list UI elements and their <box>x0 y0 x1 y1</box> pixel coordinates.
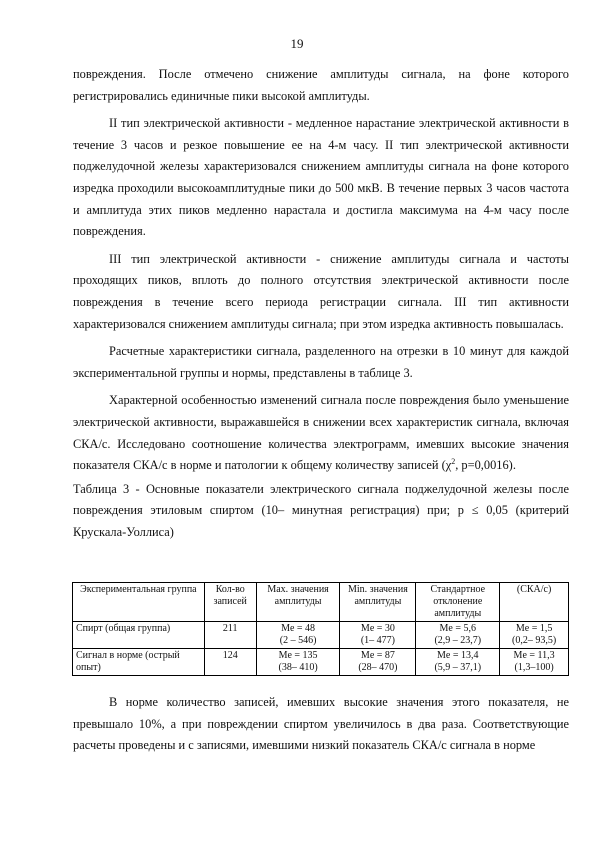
paragraph-2: II тип электрической активности - медленное нарастание электрической активности в течение 3 часов и резкое повышение ее на 4-м часу. II тип электрической активности поджелудочной железы характеризовался снижением амплитуды сигнала на фоне которого изредка проходили высокоамплитудные пики до 500 мкВ. В течение первых 3 часов частота и амплитуда этих пиков медленно нарастала и достигла максимума на 4-м часу после повреждения. <box>73 116 569 239</box>
body-text-lower <box>73 692 569 757</box>
cell-count: 211 <box>204 622 256 649</box>
paragraph-1: повреждения. После отмечено снижение амплитуды сигнала, на фоне которого регистрировались единичные пики высокой амплитуды. <box>73 67 569 103</box>
header-min: Min. значения амплитуды <box>340 583 416 622</box>
table-header-row <box>73 583 569 622</box>
paragraph-4: Расчетные характеристики сигнала, разделенного на отрезки в 10 минут для каждой экспериментальной группы и нормы, представлены в таблице 3. <box>73 344 569 380</box>
cell-min: Me = 30 (1– 477) <box>340 622 416 649</box>
paragraph-5-text: Характерной особенностью изменений сигнала после повреждения было уменьшение электрической активности, выражавшейся в снижении всех характеристик сигнала, включая СКА/с. Исследовано соотношение количества электрограмм, имевших высокие значения показателя СКА/с в норме и патологии к общему количеству записей <box>73 393 569 473</box>
data-table <box>72 582 569 676</box>
table-caption: Таблица 3 - Основные показатели электрического сигнала поджелудочной железы после повреждения этиловым спиртом (10– минутная регистрация) при; p ≤ 0,05 (критерий Крускала-Уоллиса) <box>73 481 569 539</box>
cell-group: Сигнал в норме (острый опыт) <box>73 649 205 676</box>
cell-ska: Me = 1,5 (0,2– 93,5) <box>500 622 569 649</box>
header-sd: Стандартное отклонение амплитуды <box>416 583 500 622</box>
table-row <box>73 622 569 649</box>
cell-max: Me = 135 (38– 410) <box>256 649 340 676</box>
cell-count: 124 <box>204 649 256 676</box>
table-row <box>73 649 569 676</box>
cell-group: Спирт (общая группа) <box>73 622 205 649</box>
cell-sd: Me = 13,4 (5,9 – 37,1) <box>416 649 500 676</box>
paragraph-5 <box>73 390 569 476</box>
header-max: Max. значения амплитуды <box>256 583 340 622</box>
header-ska: (СКА/с) <box>500 583 569 622</box>
paragraph-6: В норме количество записей, имевших высокие значения этого показателя, не превышало 10%, а при повреждении спиртом увеличилось в два раза. Соответствующие расчеты проведены и с записями, имевшими низкий показатель СКА/с сигнала в норме <box>73 695 569 753</box>
cell-min: Me = 87 (28– 470) <box>340 649 416 676</box>
body-text-upper <box>73 64 569 543</box>
header-count: Кол-во записей <box>204 583 256 622</box>
cell-sd: Me = 5,6 (2,9 – 23,7) <box>416 622 500 649</box>
cell-ska: Me = 11,3 (1,3–100) <box>500 649 569 676</box>
paragraph-3: III тип электрической активности - снижение амплитуды сигнала и частоты проходящих пиков, вплоть до полного отсутствия электрической активности после повреждения в течение всего периода регистрации сигнала. III тип активности характеризовался снижением амплитуды сигнала; при этом изредка активность повышалась. <box>73 251 569 331</box>
header-group: Экспериментальная группа <box>73 583 205 622</box>
chi-square-stat: ($\chi^2$, p=0,0016). <box>441 456 516 473</box>
cell-max: Me = 48 (2 – 546) <box>256 622 340 649</box>
page-number: 19 <box>290 36 304 51</box>
